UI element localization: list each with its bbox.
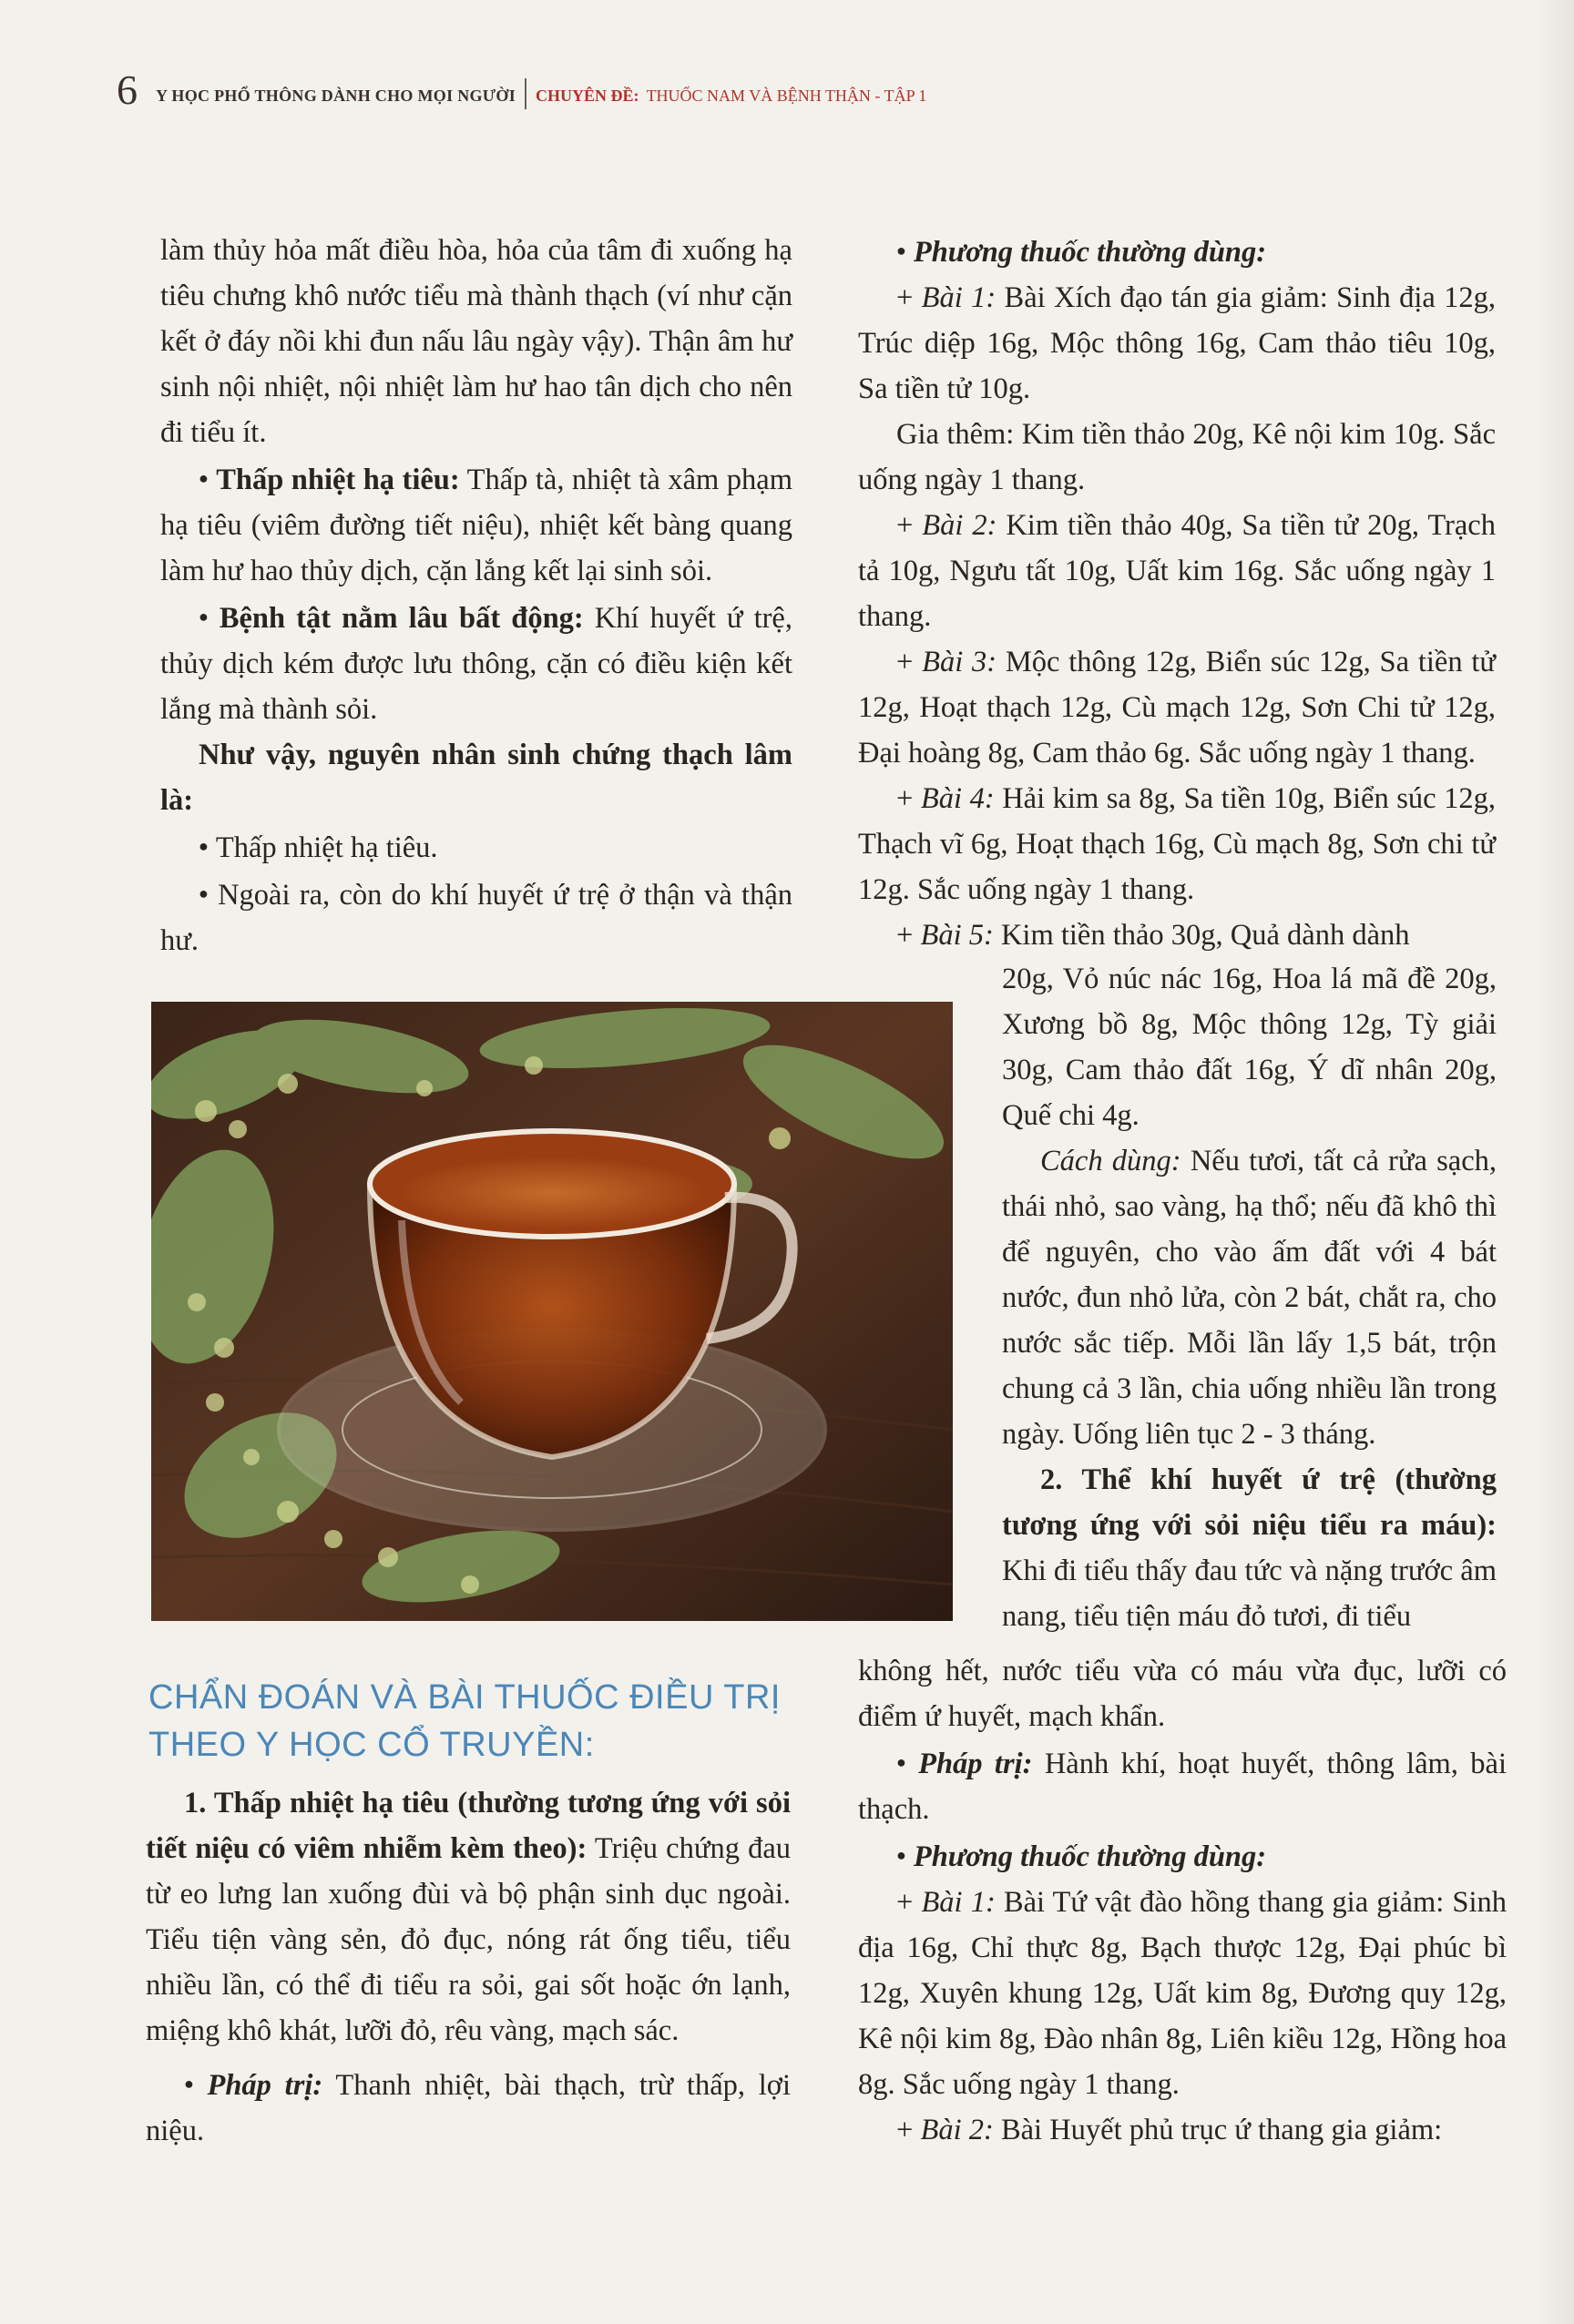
paragraph: + Bài 4: Hải kim sa 8g, Sa tiền 10g, Biển súc 12g, Thạch vĩ 6g, Hoạt thạch 16g, Cù mạch 8g, Sơn chi tử 12g. Sắc uống ngày 1 thang. (858, 782, 1496, 906)
bullet-icon (896, 1840, 914, 1873)
paragraph: 2. Thể khí huyết ứ trệ (thường tương ứng với sỏi niệu tiểu ra máu): Khi đi tiểu thấy đau tức và nặng trước âm nang, tiểu tiện máu đỏ tươi, đi tiểu (1002, 1463, 1497, 1633)
paragraph: làm thủy hỏa mất điều hòa, hỏa của tâm đi xuống hạ tiêu chưng khô nước tiểu mà thành thạch (ví như cặn kết ở đáy nồi khi đun nấu lâu ngày vậy). Thận âm hư sinh nội nhiệt, nội nhiệt làm hư hao tân dịch cho nên đi tiểu ít. (160, 234, 792, 449)
bullet-icon (199, 464, 216, 496)
paragraph: 1. Thấp nhiệt hạ tiêu (thường tương ứng với sỏi tiết niệu có viêm nhiễm kèm theo): Triệu chứng đau từ eo lưng lan xuống đùi và bộ phận sinh dục ngoài. Tiểu tiện vàng sẻn, đỏ đục, nóng rát ống tiểu, tiểu nhiều lần, có thể đi tiểu ra sỏi, gai sốt hoặc ớn lạnh, miệng khô khát, lưỡi đỏ, rêu vàng, mạch sác. (146, 1787, 791, 2047)
page-edge-shadow (1538, 0, 1574, 2324)
paragraph: + Bài 2: Bài Huyết phủ trục ứ thang gia giảm: (896, 2114, 1443, 2146)
bullet-icon (896, 1748, 918, 1780)
topic-label: CHUYÊN ĐỀ: (536, 87, 639, 105)
right-column-narrow (1002, 956, 1497, 1639)
paragraph: + Bài 1: Bài Tứ vật đào hồng thang gia giảm: Sinh địa 16g, Chỉ thực 8g, Bạch thược 12g, Đại phúc bì 12g, Xuyên khung 12g, Uất kim 8g, Đương quy 12g, Kê nội kim 8g, Đào nhân 8g, Liên kiều 12g, Hồng hoa 8g. Sắc uống ngày 1 thang. (858, 1886, 1507, 2101)
paragraph: ● Thấp nhiệt hạ tiêu: Thấp tà, nhiệt tà xâm phạm hạ tiêu (viêm đường tiết niệu), nhiệt kết bàng quang làm hư hao thủy dịch, cặn lắng kết lại sinh sỏi. (160, 455, 792, 594)
paragraph: không hết, nước tiểu vừa có máu vừa đục, lưỡi có điểm ứ huyết, mạch khẩn. (858, 1655, 1507, 1733)
header-divider (525, 78, 526, 109)
paragraph: Cách dùng: Nếu tươi, tất cả rửa sạch, thái nhỏ, sao vàng, hạ thổ; nếu đã khô thì để nguyên, cho vào ấm đất với 4 bát nước, đun nhỏ lửa, còn 2 bát, chắt ra, cho nước sắc tiếp. Mỗi lần lấy 1,5 bát, trộn chung cả 3 lần, chia uống nhiều lần trong ngày. Uống liên tục 2 - 3 tháng. (1002, 1145, 1497, 1451)
paragraph: + Bài 3: Mộc thông 12g, Biển súc 12g, Sa tiền tử 12g, Hoạt thạch 12g, Cù mạch 12g, Sơn Chi tử 12g, Đại hoàng 8g, Cam thảo 6g. Sắc uống ngày 1 thang. (858, 646, 1496, 770)
herbal-tea-photo (151, 1002, 953, 1621)
bullet-icon (199, 831, 216, 864)
paragraph: + Bài 1: Bài Xích đạo tán gia giảm: Sinh địa 12g, Trúc diệp 16g, Mộc thông 16g, Cam thảo tiêu 10g, Sa tiền tử 10g. (858, 281, 1496, 405)
paragraph: 20g, Vỏ núc nác 16g, Hoa lá mã đề 20g, Xương bồ 8g, Mộc thông 12g, Tỳ giải 30g, Cam thảo đất 16g, Ý dĩ nhân 20g, Quế chi 4g. (1002, 963, 1497, 1132)
paragraph: + Bài 2: Kim tiền thảo 40g, Sa tiền tử 20g, Trạch tả 10g, Ngưu tất 10g, Uất kim 16g. Sắc uống ngày 1 thang. (858, 509, 1496, 633)
paragraph: Như vậy, nguyên nhân sinh chứng thạch lâm là: (160, 739, 792, 817)
page-number: 6 (117, 66, 138, 113)
book-title: Y HỌC PHỔ THÔNG DÀNH CHO MỌI NGƯỜI (156, 87, 516, 105)
topic-title: THUỐC NAM VÀ BỆNH THẬN - TẬP 1 (646, 87, 927, 105)
paragraph: + Bài 5: Kim tiền thảo 30g, Quả dành dành (896, 919, 1410, 952)
bullet-icon (199, 879, 218, 912)
bullet-icon (184, 2069, 208, 2102)
paragraph: ● Pháp trị: Thanh nhiệt, bài thạch, trừ thấp, lợi niệu. (146, 2061, 791, 2154)
right-column-top (858, 228, 1496, 958)
paragraph: ● Pháp trị: Hành khí, hoạt huyết, thông lâm, bài thạch. (858, 1739, 1507, 1832)
tea-cup-illustration (151, 1002, 953, 1621)
paragraph: Gia thêm: Kim tiền thảo 20g, Kê nội kim 10g. Sắc uống ngày 1 thang. (858, 418, 1496, 496)
bullet-icon (199, 602, 220, 635)
running-header (117, 56, 926, 111)
paragraph: ● Thấp nhiệt hạ tiêu. (160, 823, 792, 871)
left-column-bottom (146, 1780, 791, 2154)
paragraph: ● Phương thuốc thường dùng: (858, 228, 1496, 275)
paragraph: ● Ngoài ra, còn do khí huyết ứ trệ ở thận và thận hư. (160, 871, 792, 963)
paragraph: ● Phương thuốc thường dùng: (858, 1832, 1507, 1880)
left-column-top (160, 228, 792, 963)
section-heading: CHẨN ĐOÁN VÀ BÀI THUỐC ĐIỀU TRỊ THEO Y HỌC CỔ TRUYỀN: (148, 1678, 781, 1764)
paragraph: ● Bệnh tật nằm lâu bất động: Khí huyết ứ trệ, thủy dịch kém được lưu thông, cặn có điều kiện kết lắng mà thành sỏi. (160, 594, 792, 732)
bullet-icon (896, 236, 914, 269)
right-column-bottom (858, 1648, 1507, 2153)
